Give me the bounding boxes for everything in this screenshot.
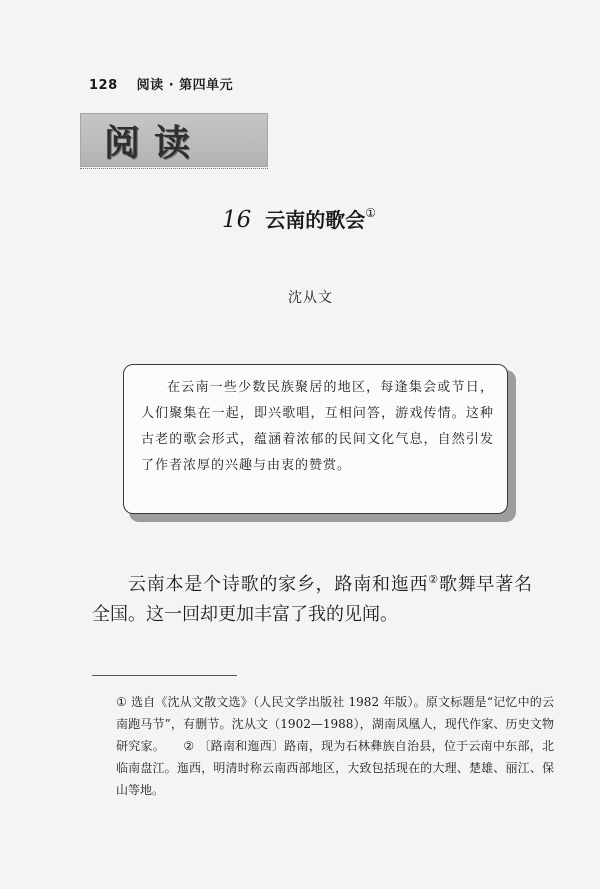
footnote-2-mark: ② [183,739,195,753]
footnote-divider [92,675,237,676]
footnote-ref-2[interactable]: ② [428,573,439,586]
section-label: 阅读 · 第四单元 [136,78,234,93]
body-paragraph [92,565,532,630]
intro-text: 在云南一些少数民族聚居的地区，每逢集会或节日，人们聚集在一起，即兴歌唱，互相问答，游戏传情。这种古老的歌会形式，蕴涵着浓郁的民间文化气息，自然引发了作者浓厚的兴趣与由衷的赞赏。 [141,380,494,473]
lesson-title-text: 云南的歌会 [265,208,366,232]
body-text-part1: 云南本是个诗歌的家乡，路南和迤西 [128,574,429,595]
footnote-2-text: 〔路南和迤西〕路南，现为石林彝族自治县，位于云南中东部，北临南盘江。迤西，明清时称云南西部地区，大致包括现在的大理、楚雄、丽江、保山等地。 [116,739,554,797]
footnote-ref-1[interactable]: ① [365,206,377,220]
footnote-block [116,691,554,801]
body-text-part2: 歌舞早著名全国。这一回却更加丰富了我的见闻。 [92,574,533,625]
footnote-1-text: 选自《沈从文散文选》（人民文学出版社 1982 年版）。原文标题是“记忆中的云南跑马节”，有删节。沈从文（1902—1988），湖南凤凰人，现代作家、历史文物研究家。 [116,695,554,753]
page-number: 128 [89,78,118,93]
section-banner-title: 阅读 [104,123,205,164]
running-header [89,74,233,93]
footnotes [116,691,554,801]
footnote-1-mark: ① [116,695,127,709]
lesson-title [222,204,376,233]
author-name: 沈从文 [288,290,333,306]
lesson-number: 16 [222,207,252,233]
banner-divider [80,168,268,169]
